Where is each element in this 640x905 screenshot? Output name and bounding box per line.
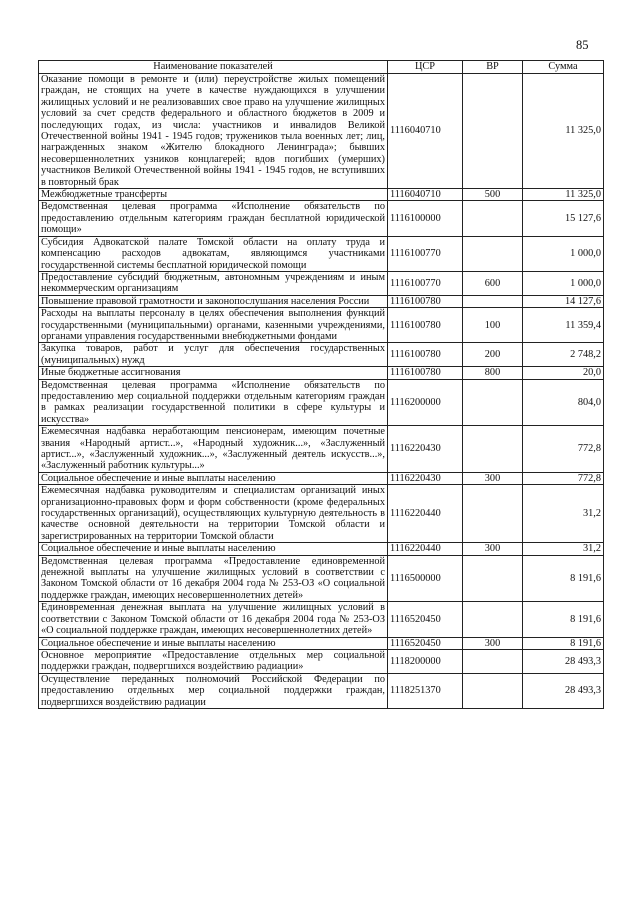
row-vr-cell: [463, 236, 523, 271]
row-vr-cell: [463, 295, 523, 307]
row-csr-cell: 1116100780: [388, 308, 463, 343]
table-row: [39, 271, 604, 295]
row-name-cell: Ведомственная целевая программа «Предоставление единовременной денежной выплаты на улучшение жилищных условий в соответствии с Законом Томской области от 16 декабря 2004 года № 253-ОЗ «О социальной поддержке граждан, имеющих несовершеннолетних детей»: [39, 555, 388, 602]
row-vr-cell: [463, 555, 523, 602]
row-csr-cell: 1118251370: [388, 673, 463, 708]
header-name: Наименование показателей: [39, 61, 388, 74]
budget-table: [38, 60, 604, 709]
row-sum-cell: 2 748,2: [523, 343, 604, 367]
row-sum-cell: 11 325,0: [523, 189, 604, 201]
row-name-cell: Расходы на выплаты персоналу в целях обеспечения выполнения функций государственными (муниципальными) органами, казенными учреждениями, органами управления государственными внебюджетными фондами: [39, 308, 388, 343]
row-vr-cell: [463, 74, 523, 189]
row-sum-cell: 1 000,0: [523, 271, 604, 295]
row-csr-cell: 1116520450: [388, 602, 463, 637]
row-name-cell: Ежемесячная надбавка неработающим пенсионерам, имеющим почетные звания «Народный артист...», «Народный художник...», «Заслуженный артист...», «Заслуженный художник...», «Заслуженный деятель искусств...», «Заслуженный работник культуры...»: [39, 426, 388, 473]
row-sum-cell: 11 325,0: [523, 74, 604, 189]
row-vr-cell: [463, 201, 523, 236]
row-sum-cell: 31,2: [523, 485, 604, 543]
row-sum-cell: 804,0: [523, 379, 604, 426]
row-csr-cell: 1116520450: [388, 637, 463, 649]
row-vr-cell: 600: [463, 271, 523, 295]
table-row: [39, 379, 604, 426]
table-row: [39, 367, 604, 379]
row-name-cell: Социальное обеспечение и иные выплаты населению: [39, 543, 388, 555]
table-row: [39, 308, 604, 343]
table-row: [39, 485, 604, 543]
table-row: [39, 673, 604, 708]
row-vr-cell: 300: [463, 472, 523, 484]
row-name-cell: Иные бюджетные ассигнования: [39, 367, 388, 379]
row-name-cell: Ведомственная целевая программа «Исполнение обязательств по предоставлению отдельным категориям граждан бесплатной юридической помощи»: [39, 201, 388, 236]
table-row: [39, 189, 604, 201]
row-csr-cell: 1116040710: [388, 74, 463, 189]
row-vr-cell: [463, 673, 523, 708]
page-number: 85: [576, 38, 589, 52]
row-vr-cell: [463, 602, 523, 637]
row-sum-cell: 28 493,3: [523, 673, 604, 708]
table-row: [39, 637, 604, 649]
row-csr-cell: 1116220440: [388, 543, 463, 555]
row-name-cell: Предоставление субсидий бюджетным, автономным учреждениям и иным некоммерческим организациям: [39, 271, 388, 295]
row-sum-cell: 8 191,6: [523, 637, 604, 649]
row-sum-cell: 772,8: [523, 472, 604, 484]
row-name-cell: Ежемесячная надбавка руководителям и специалистам организаций иных организационно-правовых форм и форм собственности (кроме федеральных государственных организаций), осуществляющих культурную деятельность в качестве основной деятельности на территории Томской области и зарегистрированных на территории Томской области: [39, 485, 388, 543]
row-vr-cell: [463, 485, 523, 543]
row-vr-cell: 100: [463, 308, 523, 343]
table-row: [39, 74, 604, 189]
header-vr: ВР: [463, 61, 523, 74]
row-sum-cell: 14 127,6: [523, 295, 604, 307]
row-csr-cell: 1116100770: [388, 271, 463, 295]
row-sum-cell: 11 359,4: [523, 308, 604, 343]
table-row: [39, 426, 604, 473]
row-name-cell: Межбюджетные трансферты: [39, 189, 388, 201]
row-name-cell: Ведомственная целевая программа «Исполнение обязательств по предоставлению мер социальной поддержки отдельным категориям граждан в рамках реализации государственной политики в сфере культуры и искусства»: [39, 379, 388, 426]
row-vr-cell: 300: [463, 543, 523, 555]
row-vr-cell: 500: [463, 189, 523, 201]
row-name-cell: Социальное обеспечение и иные выплаты населению: [39, 472, 388, 484]
row-sum-cell: 1 000,0: [523, 236, 604, 271]
row-sum-cell: 8 191,6: [523, 555, 604, 602]
row-sum-cell: 20,0: [523, 367, 604, 379]
table-row: [39, 295, 604, 307]
header-csr: ЦСР: [388, 61, 463, 74]
row-vr-cell: 800: [463, 367, 523, 379]
row-csr-cell: 1116040710: [388, 189, 463, 201]
table-row: [39, 543, 604, 555]
row-sum-cell: 8 191,6: [523, 602, 604, 637]
row-csr-cell: 1116100780: [388, 367, 463, 379]
row-sum-cell: 31,2: [523, 543, 604, 555]
table-header-row: [39, 61, 604, 74]
row-csr-cell: 1116100780: [388, 343, 463, 367]
row-vr-cell: 200: [463, 343, 523, 367]
row-name-cell: Единовременная денежная выплата на улучшение жилищных условий в соответствии с Законом Томской области от 16 декабря 2004 года № 253-ОЗ «О социальной поддержке граждан, имеющих несовершеннолетних детей»: [39, 602, 388, 637]
row-name-cell: Закупка товаров, работ и услуг для обеспечения государственных (муниципальных) нужд: [39, 343, 388, 367]
row-vr-cell: [463, 379, 523, 426]
table-row: [39, 649, 604, 673]
row-name-cell: Осуществление переданных полномочий Российской Федерации по предоставлению отдельных мер социальной поддержки граждан, подвергшихся воздействию радиации: [39, 673, 388, 708]
row-csr-cell: 1116500000: [388, 555, 463, 602]
table-row: [39, 201, 604, 236]
row-vr-cell: [463, 426, 523, 473]
row-name-cell: Оказание помощи в ремонте и (или) переустройстве жилых помещений граждан, не стоящих на учете в качестве нуждающихся в улучшении жилищных условий и не реализовавших свое право на улучшение жилищных условий за счет средств федерального и областного бюджетов в 2009 и последующих годах, из числа: участников и инвалидов Великой Отечественной войны 1941 - 1945 годов; тружеников тыла военных лет; лиц, награжденных знаком «Жителю блокадного Ленинграда»; бывших несовершеннолетних узников концлагерей; вдов погибших (умерших) участников Великой Отечественной войны 1941 - 1945 годов, не вступивших в повторный брак: [39, 74, 388, 189]
row-csr-cell: 1116200000: [388, 379, 463, 426]
row-csr-cell: 1116220430: [388, 472, 463, 484]
table-row: [39, 343, 604, 367]
row-sum-cell: 15 127,6: [523, 201, 604, 236]
table-row: [39, 555, 604, 602]
table-row: [39, 236, 604, 271]
row-csr-cell: 1116220430: [388, 426, 463, 473]
table-row: [39, 602, 604, 637]
row-name-cell: Основное мероприятие «Предоставление отдельных мер социальной поддержки граждан, подвергшихся воздействию радиации»: [39, 649, 388, 673]
row-name-cell: Повышение правовой грамотности и законопослушания населения России: [39, 295, 388, 307]
row-vr-cell: [463, 649, 523, 673]
row-vr-cell: 300: [463, 637, 523, 649]
header-sum: Сумма: [523, 61, 604, 74]
row-csr-cell: 1118200000: [388, 649, 463, 673]
row-csr-cell: 1116100780: [388, 295, 463, 307]
row-csr-cell: 1116100000: [388, 201, 463, 236]
row-csr-cell: 1116220440: [388, 485, 463, 543]
row-csr-cell: 1116100770: [388, 236, 463, 271]
row-name-cell: Социальное обеспечение и иные выплаты населению: [39, 637, 388, 649]
row-sum-cell: 772,8: [523, 426, 604, 473]
row-name-cell: Субсидия Адвокатской палате Томской области на оплату труда и компенсацию расходов адвокатам, являющимся участниками государственной системы бесплатной юридической помощи: [39, 236, 388, 271]
row-sum-cell: 28 493,3: [523, 649, 604, 673]
table-row: [39, 472, 604, 484]
